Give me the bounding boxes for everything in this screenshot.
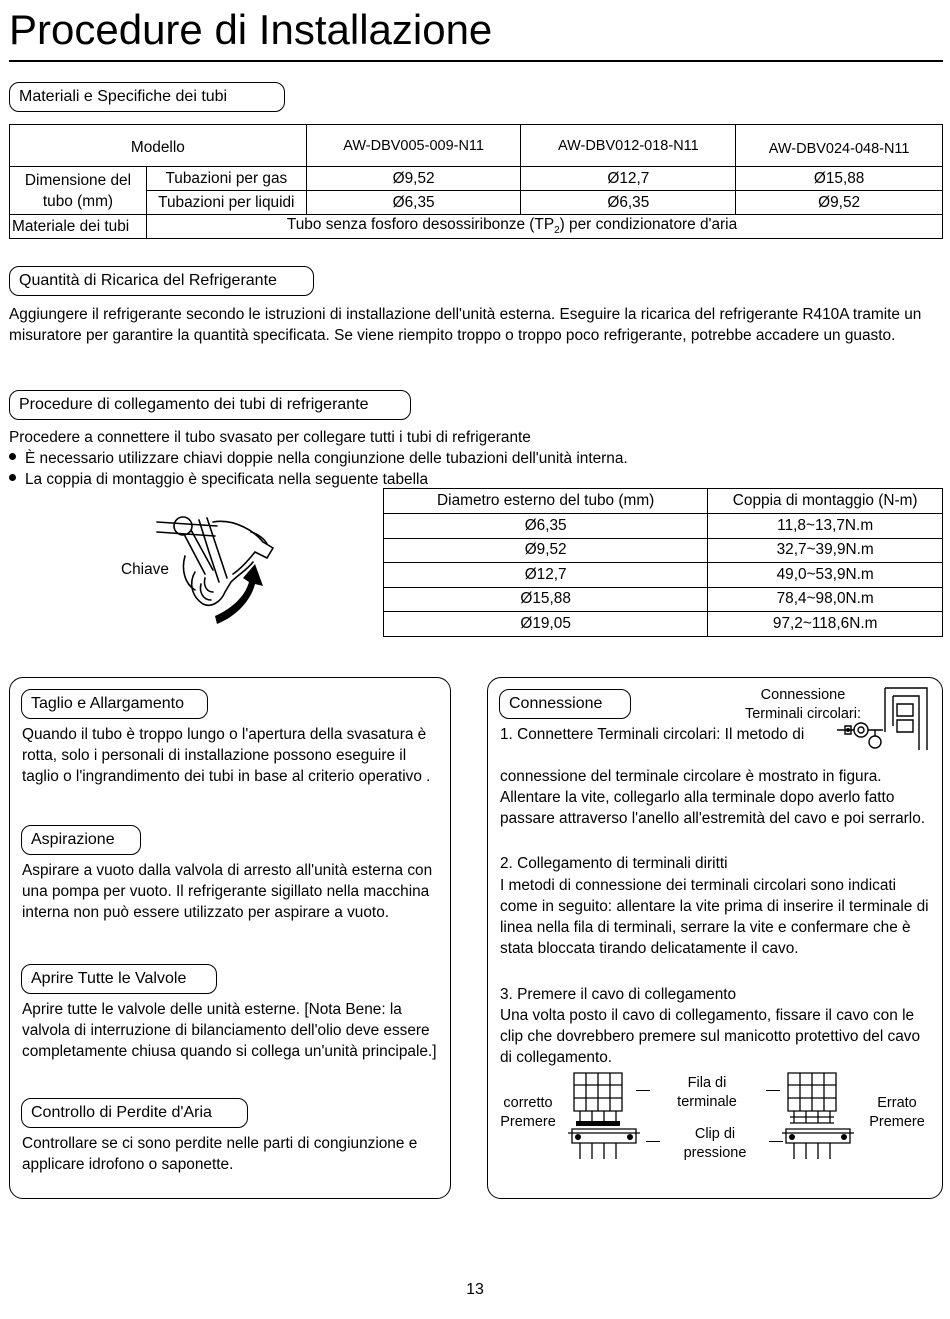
liquid-label: Tubazioni per liquidi <box>146 191 306 215</box>
correct-press-label: corretto Premere <box>500 1095 556 1130</box>
vacuum-text: Aspirare a vuoto dalla valvola di arresto all'unità esterna con una pompa per vuoto. Il refrigerante sigillato nella macchina interna non può essere utilizzato per aspirare a vuoto. <box>22 862 433 921</box>
torque-diameter: Ø12,7 <box>384 563 708 588</box>
valves-text: Aprire tutte le valvole delle unità esterne. [Nota Bene: la valvola di interruzione di bilanciamento dell'olio deve essere completamente chiusa quando si collega un'unità principale.] <box>22 1001 437 1060</box>
material-text-pre: Tubo senza fosforo desossiribonze (TP <box>286 216 555 234</box>
materials-heading: Materiali e Specifiche dei tubi <box>9 82 285 112</box>
refrigerant-heading: Quantità di Ricarica del Refrigerante <box>9 266 314 296</box>
torque-diameter: Ø6,35 <box>384 514 708 539</box>
wrong-press-label: Errato Premere <box>869 1095 925 1130</box>
gas-value-3: Ø15,88 <box>736 167 943 191</box>
torque-diameter: Ø19,05 <box>384 612 708 637</box>
table-row <box>384 587 943 612</box>
bullet-2-text: La coppia di montaggio è specificata nella seguente tabella <box>25 471 429 488</box>
ring-terminal-icon <box>835 686 935 758</box>
material-text-sub: 2 <box>554 225 560 237</box>
model-1: AW-DBV005-009-N11 <box>306 125 521 167</box>
cutting-text: Quando il tubo è troppo lungo o l'apertura della svasatura è rotta, solo i personali di installazione possono eseguire il taglio o l'ingrandimento dei tubi in base al criterio operativo . <box>22 726 431 785</box>
wrong-press-diagram-icon <box>780 1071 860 1165</box>
connection-intro: Procedere a connettere il tubo svasato per collegare tutti i tubi di refrigerante <box>9 429 531 446</box>
table-row <box>384 612 943 637</box>
table-row <box>384 563 943 588</box>
torque-diameter: Ø9,52 <box>384 538 708 563</box>
gas-value-1: Ø9,52 <box>306 167 521 191</box>
step3-title: 3. Premere il cavo di collegamento <box>500 986 737 1003</box>
leader-line <box>636 1090 650 1091</box>
page-title: Procedure di Installazione <box>9 6 493 53</box>
bullet-dot <box>9 474 16 481</box>
correct-press-diagram-icon <box>566 1071 646 1165</box>
step2-title: 2. Collegamento di terminali diritti <box>500 855 728 872</box>
valves-heading: Aprire Tutte le Valvole <box>21 964 217 994</box>
bullet-2 <box>9 469 943 490</box>
step1-lead: 1. Connettere Terminali circolari: Il metodo di <box>500 726 805 743</box>
refrigerant-text: Aggiungere il refrigerante secondo le istruzioni di installazione dell'unità esterna. Eseguire la ricarica del refrigerante R410A tramite un misuratore per garantire la quantità specificata. Se viene riempito troppo o troppo poco refrigerante, potrebbe accadere un guasto. <box>9 306 922 344</box>
gas-value-2: Ø12,7 <box>521 167 736 191</box>
gas-label: Tubazioni per gas <box>146 167 306 191</box>
ring-terminal-caption: Connessione Terminali circolari: <box>744 687 862 722</box>
leak-text: Controllare se ci sono perdite nelle parti di congiunzione e applicare idrofono o saponette. <box>22 1135 418 1173</box>
table-row <box>384 538 943 563</box>
bullet-1 <box>9 448 943 469</box>
torque-header-diameter: Diametro esterno del tubo (mm) <box>384 489 708 514</box>
step1-text: connessione del terminale circolare è mostrato in figura. Allentare la vite, collegarlo alla terminale dopo averlo fatto passare attraverso l'anello all'estremità del cavo e poi serrarlo. <box>500 768 926 827</box>
leader-line <box>646 1141 660 1142</box>
material-label: Materiale dei tubi <box>10 215 147 239</box>
material-value <box>146 215 942 239</box>
liquid-value-2: Ø6,35 <box>521 191 736 215</box>
model-3: AW-DBV024-048-N11 <box>736 125 943 167</box>
bullet-1-text: È necessario utilizzare chiavi doppie nella congiunzione delle tubazioni dell'unità interna. <box>25 450 628 467</box>
double-wrench-icon <box>155 512 280 632</box>
torque-diameter: Ø15,88 <box>384 587 708 612</box>
cutting-heading: Taglio e Allargamento <box>21 689 208 719</box>
torque-value: 11,8~13,7N.m <box>708 514 943 539</box>
torque-table <box>383 488 943 637</box>
torque-value: 78,4~98,0N.m <box>708 587 943 612</box>
material-text-post: ) per condizionatore d'aria <box>559 216 738 234</box>
bullet-dot <box>9 453 16 460</box>
leak-heading: Controllo di Perdite d'Aria <box>21 1098 248 1128</box>
step3-text: Una volta posto il cavo di collegamento, fissare il cavo con le clip che dovrebbero premere sul manicotto protettivo del cavo di collegamento. <box>500 1007 921 1066</box>
leader-line <box>766 1090 780 1091</box>
pipe-spec-table <box>9 124 943 239</box>
terminal-row-label: Fila di terminale <box>677 1075 737 1110</box>
vacuum-heading: Aspirazione <box>21 825 141 855</box>
torque-value: 97,2~118,6N.m <box>708 612 943 637</box>
torque-header-torque: Coppia di montaggio (N-m) <box>708 489 943 514</box>
table-row <box>384 514 943 539</box>
liquid-value-1: Ø6,35 <box>306 191 521 215</box>
torque-value: 49,0~53,9N.m <box>708 563 943 588</box>
title-divider <box>9 60 943 62</box>
torque-value: 32,7~39,9N.m <box>708 538 943 563</box>
clip-label: Clip di pressione <box>683 1126 747 1161</box>
connection-heading: Connessione <box>499 689 631 719</box>
model-label: Modello <box>10 125 307 167</box>
page-number: 13 <box>466 1281 484 1298</box>
wrench-label: Chiave <box>121 561 169 578</box>
size-label: Dimensione del tubo (mm) <box>10 167 147 215</box>
liquid-value-3: Ø9,52 <box>736 191 943 215</box>
connection-procedure-heading: Procedure di collegamento dei tubi di refrigerante <box>9 390 411 420</box>
model-2: AW-DBV012-018-N11 <box>521 125 736 167</box>
step2-text: I metodi di connessione dei terminali circolari sono indicati come in seguito: allentare la vite prima di inserire il terminale di linea nella fila di terminali, serrare la vite e confermare che è stata bloccata tirando delicatamente il cavo. <box>500 877 929 957</box>
